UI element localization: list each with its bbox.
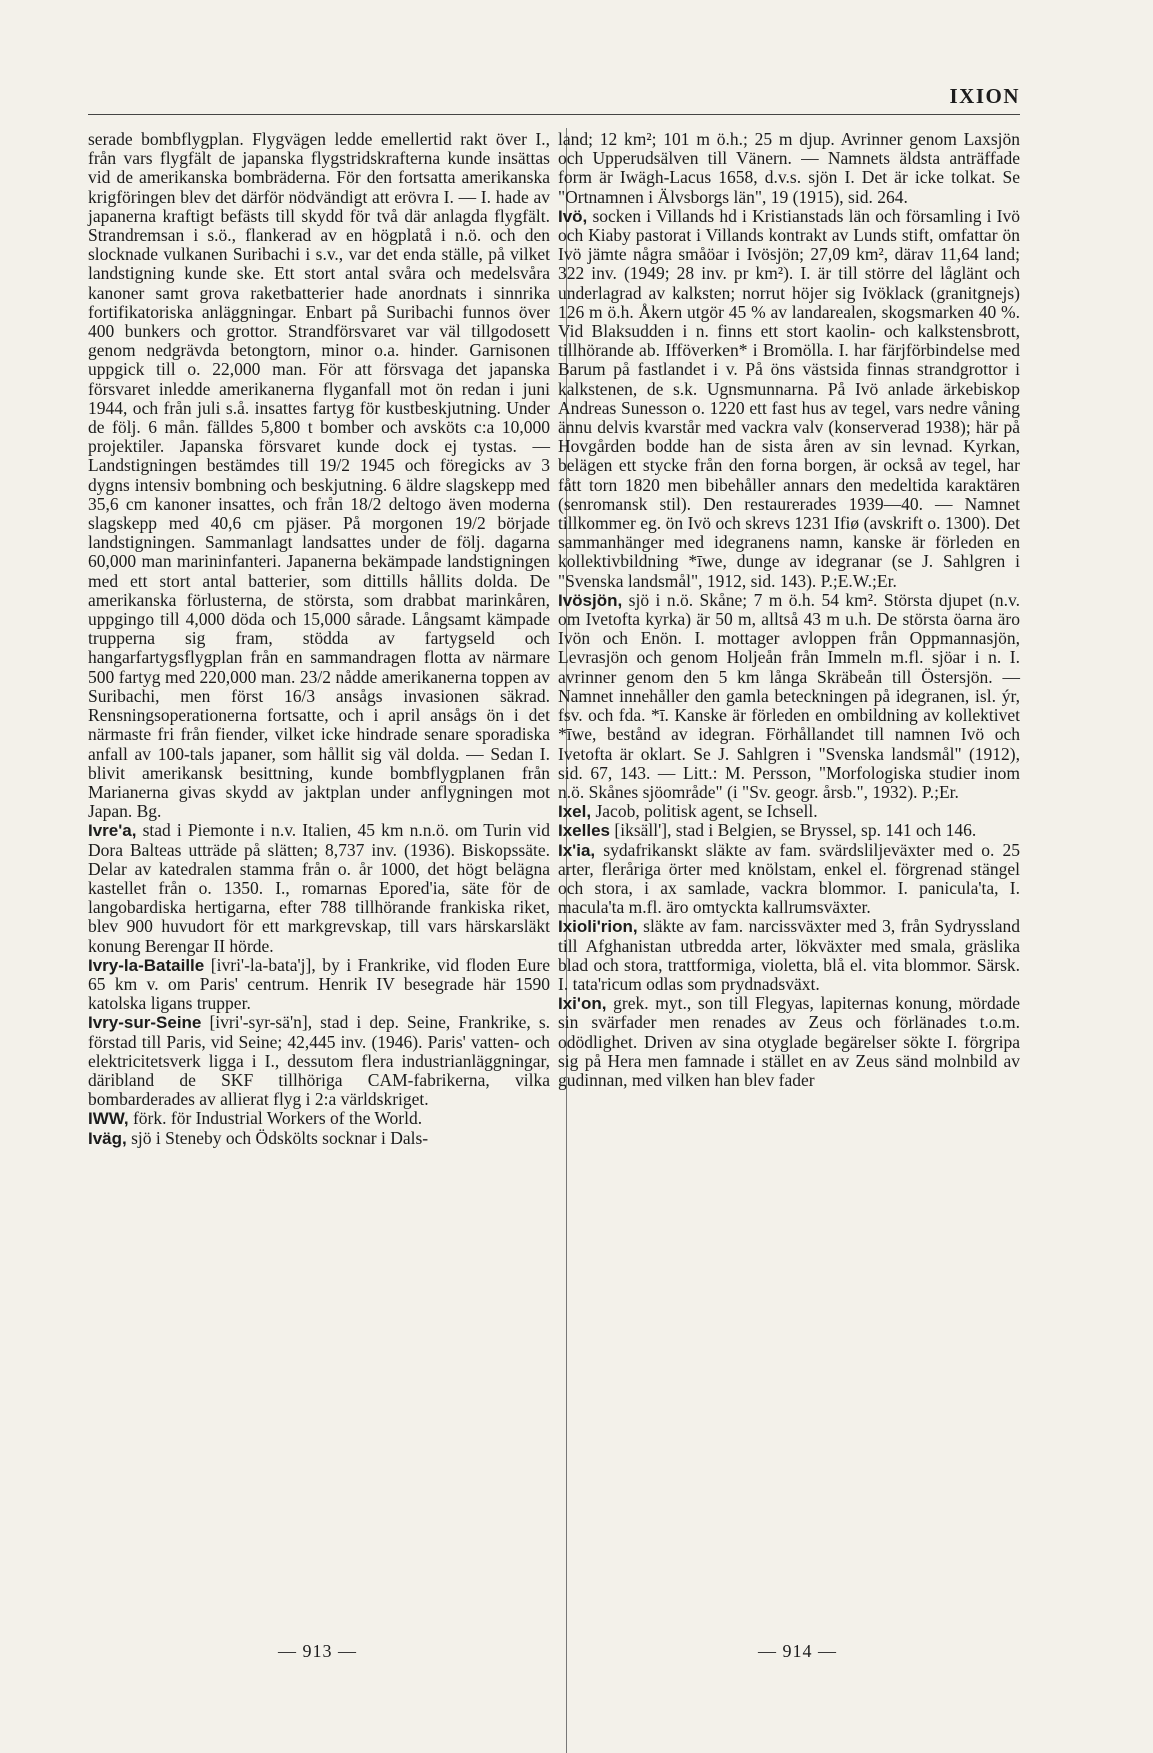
- headword: Ixelles: [558, 821, 610, 841]
- headword: Ivösjön,: [558, 590, 623, 610]
- entry-ivry-sur-seine: [88, 1013, 550, 1109]
- entry-text: [ivri'-la-bata'j], by i Frankrike, vid floden Eure 65 km v. om Paris' centrum. Henrik IV besegrade här 1590 katolska ligans trupper.: [88, 954, 550, 1014]
- running-head: IXION: [949, 84, 1020, 108]
- entry-iww: [88, 1109, 550, 1128]
- headword: Ix'ia,: [558, 840, 596, 860]
- headword: Ivö,: [558, 206, 588, 226]
- headword: Iväg,: [88, 1128, 127, 1148]
- entry-ixiolirion: [558, 917, 1020, 994]
- entry-ivag: [88, 1129, 550, 1148]
- entry-text: stad i Piemonte i n.v. Italien, 45 km n.n.ö. om Turin vid Dora Balteas utträde på slätten; 8,737 inv. (1936). Biskopssäte. Delar av katedralen stamma från o. år 1000, det högt belägna kastellet från o. 1350. I., romarnas Epored'ia, säte för de langobardiska hertigarna, efter 788 tillhörande frankiska riket, blev 900 huvudort för ett markgrevskap, till vars härskarsläkt konung Berengar II hörde.: [88, 820, 550, 956]
- headword: Ivry-la-Bataille: [88, 955, 205, 975]
- entry-ivrea: [88, 821, 550, 955]
- entry-text: grek. myt., son till Flegyas, lapiternas konung, mördade sin svärfader men renades av Zeus och förlänades t.o.m. odödlighet. Driven av sina otyglade begärelser sökte I. förgripa sig på Hera men famnade i stället en av Zeus sänd molnbild av gudinnan, med vilken han blev fader: [558, 993, 1020, 1090]
- page-number-left: — 913 —: [278, 1641, 357, 1661]
- entry-text: socken i Villands hd i Kristianstads län och församling i Ivö och Kiaby pastorat i Villands kontrakt av Lunds stift, omfattar ön Ivö jämte några småöar i Ivösjön; 27,09 km², därav 11,64 land; 322 inv. (1949; 28 inv. pr km²). I. är till större del låglänt och underlagrad av kalksten; norrut höjer sig Ivöklack (granitgnejs) 126 m ö.h. Åkern utgör 45 % av landarealen, skogsmarken 40 %. Vid Blaksudden i n. finns ett stort kaolin- och kalkstensbrott, tillhörande ab. Ifföverken* i Bromölla. I. har färjförbindelse med Barum på fastlandet i v. På öns västsida finnas strandgrottor i kalkstenen, de s.k. Ugnsmunnarna. På Ivö anlade ärkebiskop Andreas Sunesson o. 1220 ett fast hus av tegel, vars nedre våning ännu delvis kvarstår med vackra valv (konserverad 1938); här på Hovgården bodde han de sista åren av sin levnad. Kyrkan, belägen ett stycke från den forna borgen, är också av tegel, har fått torn 1820 men bibehåller annars den medeltida karaktären (senromansk stil). Den restaurerades 1939—40. — Namnet tillkommer eg. ön Ivö och skrevs 1231 Ifiø (avskrift o. 1300). Det sammanhänger med idegranens namn, kanske är förleden en kollektivbildning *īwe, dunge av idegranar (se J. Sahlgren i "Svenska landsmål", 1912, sid. 143). P.;E.W.;Er.: [558, 205, 1020, 591]
- entry-ixel: [558, 802, 1020, 821]
- page-number-right: — 914 —: [758, 1641, 837, 1661]
- entry-ivo: [558, 207, 1020, 591]
- entry-ixelles: [558, 821, 1020, 840]
- continuation-paragraph: serade bombflygplan. Flygvägen ledde emellertid rakt över I., från vars flygfält de japanska flygstridskrafterna kunde insättas vid de amerikanska bombräderna. För den fortsatta amerikanska krigföringen blev det därför nödvändigt att erövra I. — I. hade av japanerna kraftigt befästs till skydd för två där anlagda flygfält. Strandremsan i s.ö., flankerad av en högplatå i n.ö. och den slocknade vulkanen Suribachi i s.v., var det enda ställe, på vilket landstigning kunde ske. Ett stort antal svåra och medelsvåra kanoner samt grova raketbatterier hade anordnats i sinnrika fortifikatoriska anläggningar. Enbart på Suribachi funnos över 400 bunkers och grottor. Strandförsvaret var väl tillgodosett genom nedgrävda betongtorn, minor o.a. hinder. Garnisonen uppgick till o. 22,000 man. För att försvaga det japanska försvaret inledde amerikanerna flyganfall mot ön redan i juni 1944, och från juli s.å. insattes fartyg för kustbeskjutning. Under de följ. 6 mån. fälldes 5,800 t bomber och avsköts c:a 10,000 projektiler. Japanska försvaret kunde dock ej tystas. — Landstigningen bestämdes till 19/2 1945 och föregicks av 3 dygns intensiv bombning och beskjutning. 6 äldre slagskepp med 35,6 cm kanoner insattes, och från 18/2 deltogo även moderna slagskepp med 40,6 cm pjäser. På morgonen 19/2 började landstigningen. Sammanlagt landsattes under de följ. dagarna 60,000 man marininfanteri. Japanerna bekämpade landstigningen med ett stort antal batterier, som dittills hållits dolda. De amerikanska förlusterna, de största, som drabbat marinkåren, uppgingo till 4,000 döda och 15,000 sårade. Långsamt kämpade trupperna sig fram, stödda av fartygseld och hangarfartygsflygplan från en sammandragen flotta av närmare 500 fartyg med 220,000 man. 23/2 nådde amerikanerna toppen av Suribachi, men först 16/3 ansågs invasionen säkrad. Rensningsoperationerna fortsatte, och i april ansågs ön i det närmaste fri från fiender, vilket icke hindrade senare sporadiska anfall av 100-tals japaner, som hållit sig väl dolda. — Sedan I. blivit amerikansk besittning, kunde bombflygplanen från Marianerna givas skydd av jaktplan under anflygningen mot Japan. Bg.: [88, 129, 550, 822]
- headword: Ivry-sur-Seine: [88, 1013, 202, 1033]
- entry-text: släkte av fam. narcissväxter med 3, från Sydryssland till Afghanistan utbredda arter, lökväxter med smala, gräslika blad och stora, trattformiga, violetta, blå el. vita blommor. Särsk. I. tata'ricum odlas som prydnadsväxt.: [558, 916, 1020, 994]
- headword: Ivre'a,: [88, 821, 137, 841]
- left-column: [88, 130, 550, 1148]
- headword: Ixioli'rion,: [558, 917, 638, 937]
- entry-ivry-la-bataille: [88, 956, 550, 1014]
- headword: Ixel,: [558, 802, 592, 822]
- headword: Ixi'on,: [558, 994, 607, 1014]
- headword: IWW,: [88, 1109, 129, 1129]
- right-column: [558, 130, 1020, 1090]
- entry-text: sydafrikanskt släkte av fam. svärdsliljeväxter med o. 25 arter, fleråriga örter med knölstam, enkel el. förgrenad stängel och stora, i ax samlade, vackra blommor. I. panicula'ta, I. macula'ta m.fl. äro omtyckta kallrumsväxter.: [558, 839, 1020, 918]
- entry-text: [iksäll'], stad i Belgien, se Bryssel, sp. 141 och 146.: [610, 820, 977, 841]
- entry-text: förk. för Industrial Workers of the World.: [128, 1108, 423, 1129]
- header-rule: [88, 114, 1020, 115]
- entry-text: sjö i n.ö. Skåne; 7 m ö.h. 54 km². Största djupet (n.v. om Ivetofta kyrka) är 50 m, alltså 43 m u.h. De största öarna äro Ivön och Enön. I. mottager avloppen från Oppmannasjön, Levrasjön och genom Holjeån från Immeln m.fl. sjöar i n. I. avrinner genom den 5 km långa Skräbeån till Östersjön. — Namnet innehåller den gamla beteckningen på idegranen, isl. ýr, fsv. och fda. *ī. Kanske är förleden en ombildning av kollektivet *īwe, bestånd av idegran. Förhållandet till namnen Ivö och Ivetofta är oklart. Se J. Sahlgren i "Svenska landsmål" (1912), sid. 67, 143. — Litt.: M. Persson, "Morfologiska studier inom n.ö. Skånes sjöområde" (i "Sv. geogr. årsb.", 1932). P.;Er.: [558, 589, 1020, 802]
- entry-ivosjon: [558, 591, 1020, 802]
- entry-text: sjö i Steneby och Ödskölts socknar i Dals-: [126, 1127, 429, 1148]
- entry-text: land; 12 km²; 101 m ö.h.; 25 m djup. Avrinner genom Laxsjön och Upperudsälven till Vänern. — Namnets äldsta anträffade form är Iwägh-Lacus 1658, d.v.s. sjön I. Det är icke tolkat. Se "Ortnamnen i Älvsborgs län", 19 (1915), sid. 264.: [558, 129, 1020, 207]
- entry-text: [ivri'-syr-sä'n], stad i dep. Seine, Frankrike, s. förstad till Paris, vid Seine; 42,445 inv. (1946). Paris' vatten- och elektricitetsverk ligga i I., dessutom flera industrianläggningar, däribland de SKF tillhöriga CAM-fabrikerna, vilka bombarderades av allierat flyg i 2:a världskriget.: [88, 1012, 550, 1110]
- entry-ixion: [558, 994, 1020, 1090]
- entry-ivag-continued: [558, 130, 1020, 207]
- entry-ixia: [558, 841, 1020, 918]
- entry-text: Jacob, politisk agent, se Ichsell.: [591, 801, 818, 822]
